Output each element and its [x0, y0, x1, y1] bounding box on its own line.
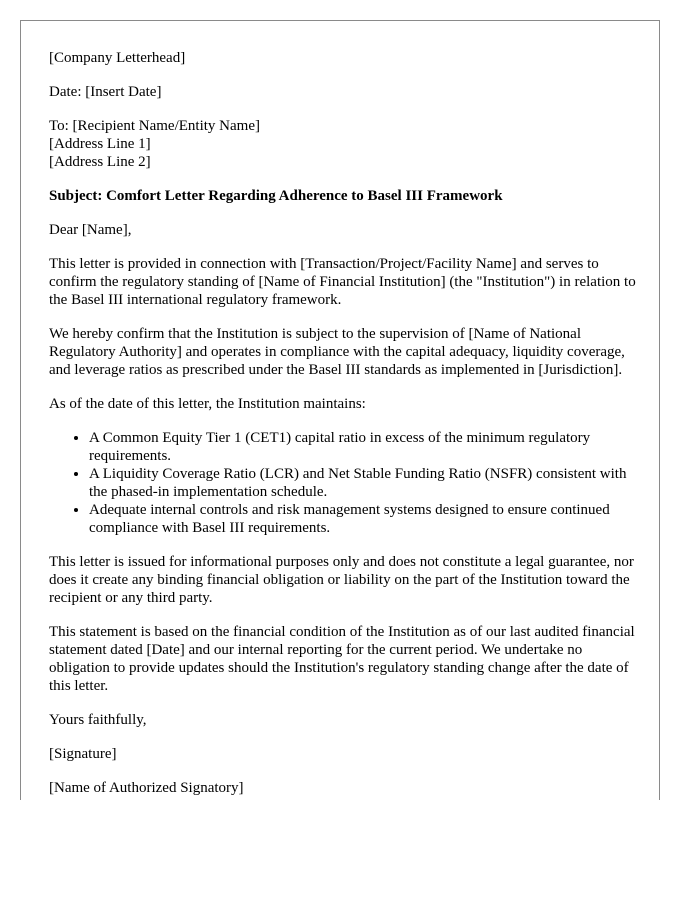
- paragraph-disclaimer: This letter is issued for informational purposes only and does not constitute a legal guarantee, nor does it create any binding financial obligation or liability on the part of the Institution toward the recipient or any third party.: [49, 554, 634, 606]
- list-item: • A Common Equity Tier 1 (CET1) capital ratio in excess of the minimum regulatory requirements.: [89, 429, 639, 465]
- compliance-list: [49, 429, 639, 537]
- paragraph-maintains: As of the date of this letter, the Institution maintains:: [49, 396, 366, 412]
- recipient-address: [49, 117, 639, 171]
- address-line-1: [Address Line 1]: [49, 136, 151, 152]
- letterhead: [Company Letterhead]: [49, 50, 186, 66]
- letter-page: [20, 20, 660, 800]
- recipient-name: To: [Recipient Name/Entity Name]: [49, 118, 260, 134]
- list-item: • Adequate internal controls and risk management systems designed to ensure continued compliance with Basel III requirements.: [89, 501, 639, 537]
- signatory-name: [Name of Authorized Signatory]: [49, 780, 244, 796]
- paragraph-basis: This statement is based on the financial condition of the Institution as of our last audited financial statement dated [Date] and our internal reporting for the current period. We undertake no obligation to provide updates should the Institution's regulatory standing change after the date of this letter.: [49, 624, 635, 694]
- letter-body: [49, 49, 639, 800]
- address-line-2: [Address Line 2]: [49, 154, 151, 170]
- signature: [Signature]: [49, 746, 117, 762]
- letter-date: Date: [Insert Date]: [49, 84, 162, 100]
- subject-line: Subject: Comfort Letter Regarding Adherence to Basel III Framework: [49, 188, 503, 204]
- sign-off: Yours faithfully,: [49, 712, 147, 728]
- list-item: • A Liquidity Coverage Ratio (LCR) and Net Stable Funding Ratio (NSFR) consistent with the phased-in implementation schedule.: [89, 465, 639, 501]
- salutation: Dear [Name],: [49, 222, 132, 238]
- paragraph-confirmation: We hereby confirm that the Institution is subject to the supervision of [Name of National Regulatory Authority] and operates in compliance with the capital adequacy, liquidity coverage, and leverage ratios as prescribed under the Basel III standards as implemented in [Jurisdiction].: [49, 326, 625, 378]
- paragraph-intro: This letter is provided in connection with [Transaction/Project/Facility Name] and serves to confirm the regulatory standing of [Name of Financial Institution] (the "Institution") in relation to the Basel III international regulatory framework.: [49, 256, 636, 308]
